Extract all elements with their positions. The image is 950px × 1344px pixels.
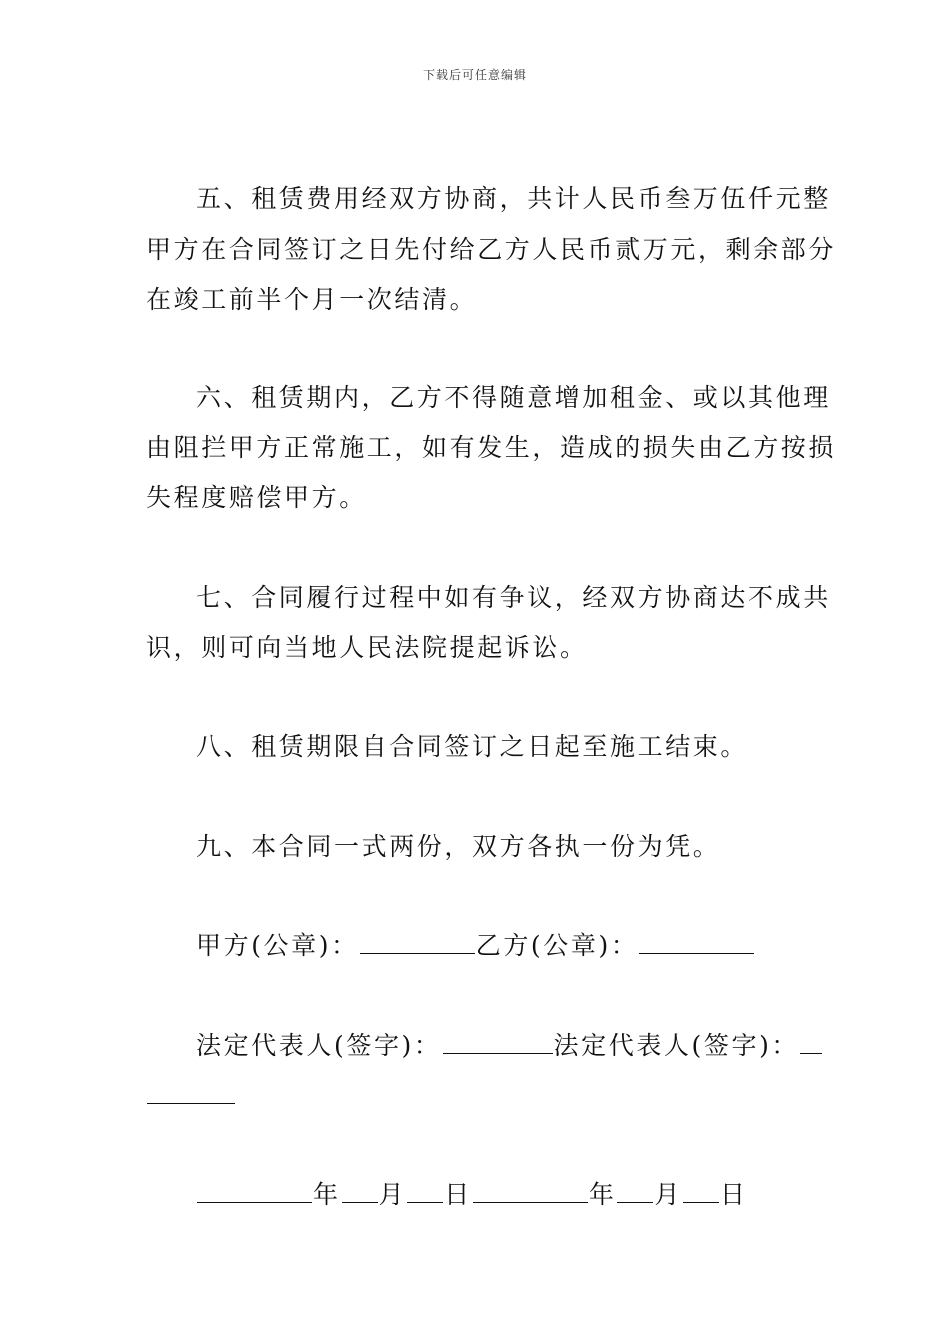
party-b-day-blank[interactable] <box>683 1180 719 1203</box>
party-a-month-blank[interactable] <box>342 1180 378 1203</box>
party-b-year-blank[interactable] <box>473 1180 588 1203</box>
date-line <box>196 1179 748 1211</box>
clause-6-line-2: 由阻拦甲方正常施工，如有发生，造成的损失由乙方按损 <box>146 433 837 462</box>
party-a-seal-blank[interactable] <box>360 931 475 954</box>
party-b-seal-label: 乙方(公章)： <box>475 931 639 960</box>
representative-line <box>196 1030 823 1062</box>
clause-8-line-1: 八、租赁期限自合同签订之日起至施工结束。 <box>196 732 749 761</box>
clause-6-line-1: 六、租赁期内，乙方不得随意增加租金、或以其他理 <box>196 383 831 412</box>
party-a-day-blank[interactable] <box>407 1180 443 1203</box>
party-a-year-label: 年 <box>313 1180 341 1209</box>
party-b-seal-blank[interactable] <box>639 931 754 954</box>
rep-b-signature-blank-continued[interactable] <box>147 1081 235 1104</box>
rep-a-signature-blank[interactable] <box>443 1031 553 1054</box>
party-a-seal-label: 甲方(公章)： <box>196 931 359 960</box>
party-a-year-blank[interactable] <box>197 1180 312 1203</box>
party-a-day-label: 日 <box>444 1180 472 1209</box>
party-a-month-label: 月 <box>378 1180 407 1209</box>
clause-9-line-1: 九、本合同一式两份，双方各执一份为凭。 <box>196 832 721 861</box>
clause-5-line-2: 甲方在合同签订之日先付给乙方人民币贰万元，剩余部分 <box>146 235 837 264</box>
clause-7-line-1: 七、合同履行过程中如有争议，经双方协商达不成共 <box>196 583 831 612</box>
party-b-month-label: 月 <box>654 1180 683 1209</box>
clause-7-line-2: 识，则可向当地人民法院提起诉讼。 <box>146 633 588 662</box>
clause-5-line-3: 在竣工前半个月一次结清。 <box>146 285 478 314</box>
rep-b-label: 法定代表人(签字)： <box>553 1031 800 1060</box>
seal-line <box>196 930 755 962</box>
clause-5-line-1: 五、租赁费用经双方协商，共计人民币叁万伍仟元整 <box>196 184 831 213</box>
representative-line-continued <box>146 1080 236 1112</box>
party-b-year-label: 年 <box>588 1180 617 1209</box>
page-header: 下载后可任意编辑 <box>422 68 527 82</box>
rep-a-label: 法定代表人(签字)： <box>196 1031 442 1060</box>
rep-b-signature-blank[interactable] <box>800 1031 822 1054</box>
clause-6-line-3: 失程度赔偿甲方。 <box>146 483 367 512</box>
party-b-month-blank[interactable] <box>617 1180 653 1203</box>
party-b-day-label: 日 <box>720 1180 748 1209</box>
